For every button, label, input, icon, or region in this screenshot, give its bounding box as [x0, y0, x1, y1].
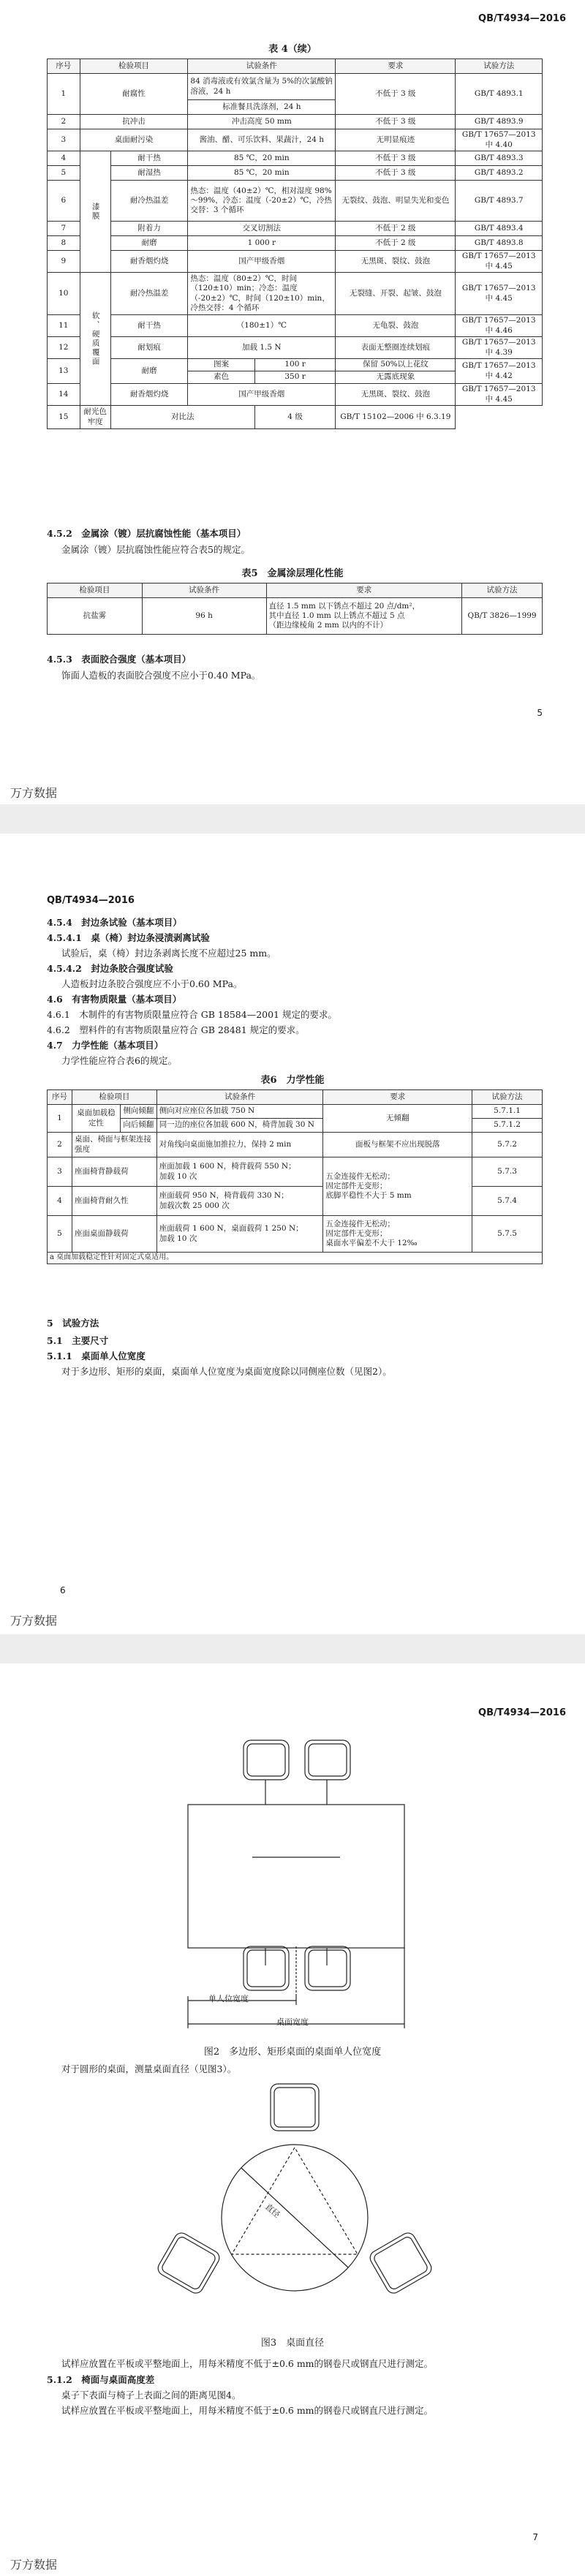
section-4-5-4-1: 4.5.4.1 桌（椅）封边条浸渍剥离试验 [47, 932, 210, 943]
t4-cell: 表面无整圈连续划痕 [336, 337, 456, 359]
t4-cell: 4 [48, 151, 80, 166]
t4-cell: 不低于 3 级 [336, 115, 456, 129]
t4-cell: 国产甲级香烟 [188, 384, 336, 406]
t6-line: 座面载荷 950 N，椅背载荷 330 N； [159, 1191, 289, 1201]
t5-cell: QB/T 3826—1999 [462, 598, 543, 635]
t4-cell: 1 000 r [188, 236, 336, 251]
t5-head: 要求 [266, 583, 462, 598]
paragraph: 人造板封边条胶合强度应不小于0.60 MPa。 [61, 978, 243, 989]
figure-3-round-table [124, 2080, 461, 2322]
t6-cell: 1 [48, 1105, 72, 1133]
page-7 [0, 1663, 585, 2576]
t4-head-cond: 试验条件 [188, 59, 336, 74]
paragraph: 4.6.2 塑料件的有害物质限量应符合 GB 28481 规定的要求。 [47, 1024, 305, 1035]
t4-cell: 耐湿热 [110, 166, 188, 181]
doc-code: QB/T4934—2016 [478, 13, 566, 24]
t6-cell: 3 [48, 1157, 72, 1187]
t6-cell: 5.7.1.2 [472, 1119, 543, 1133]
t6-cell: 桌面加载稳定性 [72, 1105, 120, 1133]
t6-line: 五金连接件无松动； [325, 1219, 395, 1228]
t6-cell: 5.7.5 [472, 1216, 543, 1253]
page-number: 6 [60, 1585, 66, 1595]
t4-cell: 12 [48, 337, 80, 359]
t4-cell: 84 消毒液或有效氯含量为 5%的次氯酸钠溶液，24 h [188, 74, 336, 100]
figure-3-caption: 图3 桌面直径 [260, 2338, 325, 2349]
t6-line: 加载 10 次 [159, 1234, 197, 1243]
t4-cell: 桌面耐污染 [80, 129, 188, 151]
t4-cell: 保留 50%以上花纹 [336, 359, 456, 371]
table-5 [47, 583, 543, 635]
t5-head: 试验条件 [142, 583, 266, 598]
paragraph: 力学性能应符合表6的规定。 [61, 1055, 177, 1066]
t4-cell: 耐腐性 [80, 74, 188, 115]
t4-cell: 对比法 [110, 406, 254, 429]
t6-cell: 5.7.2 [472, 1133, 543, 1157]
section-4-7: 4.7 力学性能（基本项目） [47, 1040, 164, 1051]
t6-line: 座面加载 1 600 N，椅背载荷 550 N； [159, 1162, 296, 1171]
t4-cell: GB/T 17657—2013 中 4.39 [456, 337, 543, 359]
t4-cell: 无露底现象 [336, 371, 456, 384]
t6-footnote: a 桌面加载稳定性针对固定式桌适用。 [48, 1253, 543, 1264]
t4-group-overlay: 软、硬质覆面 [80, 273, 110, 406]
t6-cell: 5.7.3 [472, 1157, 543, 1187]
section-5-1: 5.1 主要尺寸 [47, 1335, 109, 1346]
t5-head: 检验项目 [48, 583, 143, 598]
t6-cell: 无倾翻 [323, 1105, 472, 1133]
t4-cell: 8 [48, 236, 80, 251]
section-4-5-2: 4.5.2 金属涂（镀）层抗腐蚀性能（基本项目） [47, 528, 246, 539]
t4-cell: GB/T 17657—2013 中 4.46 [456, 315, 543, 337]
fig3-label-diameter: 直径 [263, 2202, 282, 2220]
fig2-label-table-width: 桌面宽度 [276, 2017, 309, 2027]
t4-cell: 热态：温度（40±2）℃，相对湿度 98%～99%，冷态：温度（-20±2）℃，冷热交替：3 个循环 [188, 181, 336, 222]
page-6 [0, 834, 585, 1634]
page-number: 7 [532, 2532, 538, 2542]
t4-head-method: 试验方法 [456, 59, 543, 74]
t6-line: 固定部件无变形； [325, 1228, 388, 1238]
t6-cell: 对角线向桌面施加推拉力，保持 2 min [156, 1133, 323, 1157]
t4-cell: 无黑斑、裂纹、鼓泡 [336, 251, 456, 273]
section-4-5-4: 4.5.4 封边条试验（基本项目） [47, 917, 182, 928]
t6-cell: 5 [48, 1216, 72, 1253]
t4-group-lacquer: 漆膜 [80, 151, 110, 273]
paragraph: 桌子下表面与椅子上表面之间的距离见图4。 [61, 2390, 241, 2401]
page-gap [0, 1634, 585, 1663]
t6-req-cell [323, 1216, 472, 1253]
section-4-5-4-2: 4.5.4.2 封边条胶合强度试验 [47, 963, 173, 974]
t6-line: 加载次数 25 000 次 [159, 1201, 230, 1210]
t6-cell: 座面椅背耐久性 [72, 1187, 156, 1216]
footer-brand: 万方数据 [10, 786, 58, 800]
t6-line: 加载 10 次 [159, 1171, 197, 1181]
t4-cell: GB/T 17657—2013 中 4.45 [456, 273, 543, 315]
t4-cell: 3 [48, 129, 80, 151]
t6-line: 座面载荷 1 600 N，桌面载荷 1 250 N； [159, 1224, 303, 1234]
t5-cell: 96 h [142, 598, 266, 635]
paragraph: 饰面人造板的表面胶合强度不应小于0.40 MPa。 [61, 670, 261, 681]
t5-req-line: 直径 1.5 mm 以下锈点不超过 20 点/dm²， [268, 601, 420, 611]
t4-cell: 酱油、醋、可乐饮料、果蔬汁，24 h [188, 129, 336, 151]
t4-cell: 5 [48, 166, 80, 181]
section-5: 5 试验方法 [47, 1318, 99, 1329]
paragraph: 4.6.1 木制件的有害物质限量应符合 GB 18584—2001 规定的要求。 [47, 1009, 337, 1020]
t4-cell: GB/T 4893.4 [456, 222, 543, 236]
section-4-6: 4.6 有害物质限量（基本项目） [47, 994, 182, 1005]
t4-cell: 不低于 3 级 [336, 166, 456, 181]
paragraph: 试样应放置在平板或平整地面上，用每米精度不低于±0.6 mm的钢卷尺或钢直尺进行测定。 [61, 2405, 434, 2416]
t4-cell: 9 [48, 251, 80, 273]
paragraph: 试验后，桌（椅）封边条剥离长度不应超过25 mm。 [61, 948, 276, 959]
t6-cell: 座面椅背静载荷 [72, 1157, 156, 1187]
t4-cell: 无龟裂、鼓泡 [336, 315, 456, 337]
t4-cell: 85 ℃，20 min [188, 166, 336, 181]
t6-cond-cell [156, 1216, 323, 1253]
t6-head: 序号 [48, 1090, 72, 1105]
table-6 [47, 1089, 543, 1264]
t4-cell: GB/T 4893.7 [456, 181, 543, 222]
t4-cell: 2 [48, 115, 80, 129]
t4-cell: 耐干热 [110, 151, 188, 166]
table6-caption: 表6 力学性能 [260, 1075, 325, 1086]
t6-cell: 侧向对应座位各加载 750 N [156, 1105, 323, 1119]
t4-head-req: 要求 [336, 59, 456, 74]
page-number: 5 [537, 708, 543, 718]
t5-head: 试验方法 [462, 583, 543, 598]
t6-line: 桌面水平偏差不大于 12‰ [325, 1239, 418, 1248]
t4-cell: GB/T 4893.3 [456, 151, 543, 166]
t4-cell: GB/T 4893.1 [456, 74, 543, 115]
t4-cell: 标准餐具洗涤剂，24 h [188, 100, 336, 115]
section-5-1-2: 5.1.2 椅面与桌面高度差 [47, 2374, 155, 2385]
t4-cell: 耐划痕 [110, 337, 188, 359]
t4-cell: 耐磨 [110, 359, 188, 384]
t4-cell: 抗冲击 [80, 115, 188, 129]
t6-cell: 5.7.1.1 [472, 1105, 543, 1119]
t6-head: 试验方法 [472, 1090, 543, 1105]
t4-cell: 图案 [188, 359, 255, 371]
t4-cell: 不低于 2 级 [336, 236, 456, 251]
table-4 [47, 58, 543, 429]
t6-cell: 5.7.4 [472, 1187, 543, 1216]
page-gap [0, 804, 585, 834]
t4-cell: 不低于 3 级 [336, 74, 456, 115]
t4-cell: 15 [48, 406, 80, 429]
t4-cell: 无裂纹、鼓泡、明显失光和变色 [336, 181, 456, 222]
table5-caption: 表5 金属涂层理化性能 [241, 568, 344, 579]
t4-cell: 10 [48, 273, 80, 315]
t6-cell: 桌面、椅面与框架连接强度 [72, 1133, 156, 1157]
t4-cell: 100 r [254, 359, 335, 371]
t4-cell: GB/T 17657—2013 中 4.45 [456, 384, 543, 406]
t4-cell: GB/T 15102—2006 中 6.3.19 [336, 406, 456, 429]
t4-cell: 无裂缝、开裂、起皱、鼓泡 [336, 273, 456, 315]
t4-cell: GB/T 4893.8 [456, 236, 543, 251]
t6-line: 五金连接件无松动； [325, 1171, 395, 1181]
t5-cell: 抗盐雾 [48, 598, 143, 635]
doc-code: QB/T4934—2016 [47, 895, 135, 906]
t6-head: 要求 [323, 1090, 472, 1105]
doc-code: QB/T4934—2016 [478, 1707, 566, 1718]
t6-cond-cell [156, 1157, 323, 1187]
t4-cell: GB/T 4893.2 [456, 166, 543, 181]
t6-line: 底脚平稳性不大于 5 mm [325, 1191, 412, 1201]
t4-head-no: 序号 [48, 59, 80, 74]
t4-cell: 加载 1.5 N [188, 337, 336, 359]
t6-cell: 同一边的座位各加载 600 N，椅背加载 30 N [156, 1119, 323, 1133]
t4-cell: （180±1）℃ [188, 315, 336, 337]
t6-cell: 4 [48, 1187, 72, 1216]
t4-cell: GB/T 17657—2013 中 4.45 [456, 251, 543, 273]
t4-cell: 冲击高度 50 mm [188, 115, 336, 129]
t4-cell: 4 级 [254, 406, 335, 429]
t4-cell: 耐干热 [110, 315, 188, 337]
t6-cell: 座面桌面静载荷 [72, 1216, 156, 1253]
t4-cell: GB/T 17657—2013 中 4.42 [456, 359, 543, 384]
t4-head-item: 检验项目 [80, 59, 188, 74]
t6-cell: 面板与框架不应出现脱落 [323, 1133, 472, 1157]
fig2-label-single-width: 单人位宽度 [208, 1994, 249, 2003]
t4-cell: GB/T 4893.9 [456, 115, 543, 129]
section-4-5-3: 4.5.3 表面胶合强度（基本项目） [47, 654, 192, 665]
t5-req-cell [266, 598, 462, 635]
t4-cell: GB/T 17657—2013 中 4.40 [456, 129, 543, 151]
t6-cell: 侧向倾翻 [120, 1105, 156, 1119]
t4-cell: 交叉切割法 [188, 222, 336, 236]
t4-cell: 不低于 2 级 [336, 222, 456, 236]
t4-cell: 85 ℃，20 min [188, 151, 336, 166]
t4-cell: 耐香烟灼烧 [110, 384, 188, 406]
t4-cell: 无黑斑、裂纹、鼓泡 [336, 384, 456, 406]
paragraph: 对于多边形、矩形的桌面，桌面单人位宽度为桌面宽度除以同侧座位数（见图2）。 [61, 1366, 392, 1377]
t6-cond-cell [156, 1187, 323, 1216]
t4-cell: 耐光色牢度 [80, 406, 110, 429]
t5-req-line: （距边缘棱角 2 mm 以内的不计） [268, 621, 388, 630]
t4-cell: 无明显痕迹 [336, 129, 456, 151]
paragraph: 金属涂（镀）层抗腐蚀性能应符合表5的规定。 [61, 544, 250, 555]
footer-brand: 万方数据 [10, 2558, 58, 2572]
t4-cell: 6 [48, 181, 80, 222]
t6-cell: 2 [48, 1133, 72, 1157]
t4-cell: 不低于 3 级 [336, 151, 456, 166]
t4-cell: 耐香烟灼烧 [110, 251, 188, 273]
t4-cell: 耐磨 [110, 236, 188, 251]
t5-req-line: 其中直径 1.0 mm 以上锈点不超过 5 点 [268, 611, 405, 620]
t4-cell: 1 [48, 74, 80, 115]
t4-cell: 耐冷热温差 [110, 181, 188, 222]
paragraph: 试样应放置在平板或平整地面上，用每米精度不低于±0.6 mm的钢卷尺或钢直尺进行测定。 [61, 2358, 434, 2369]
t6-line: 固定部件无变形； [325, 1181, 388, 1190]
t4-cell: 14 [48, 384, 80, 406]
t4-cell: 13 [48, 359, 80, 384]
t4-cell: 350 r [254, 371, 335, 384]
table4-caption: 表 4（续） [268, 44, 317, 55]
t4-cell: 附着力 [110, 222, 188, 236]
section-5-1-1: 5.1.1 桌面单人位宽度 [47, 1351, 146, 1361]
footer-brand: 万方数据 [10, 1614, 58, 1628]
t4-cell: 素色 [188, 371, 255, 384]
t4-cell: 7 [48, 222, 80, 236]
t4-cell: 国产甲级香烟 [188, 251, 336, 273]
t6-cell: 向后倾翻 [120, 1119, 156, 1133]
paragraph: 对于圆形的桌面，测量桌面直径（见图3）。 [61, 2063, 237, 2074]
t4-cell: 热态：温度（80±2）℃，时间（120±10）min；冷态：温度（-20±2）℃，时间（120±10）min，冷热交替：4 个循环 [188, 273, 336, 315]
t6-head: 试验条件 [156, 1090, 323, 1105]
figure-2-caption: 图2 多边形、矩形桌面的桌面单人位宽度 [203, 2047, 382, 2058]
t4-cell: 耐冷热温差 [110, 273, 188, 315]
t6-head: 检验项目 [72, 1090, 156, 1105]
t4-cell: 11 [48, 315, 80, 337]
t6-req-cell [323, 1157, 472, 1216]
page-5 [0, 0, 585, 804]
